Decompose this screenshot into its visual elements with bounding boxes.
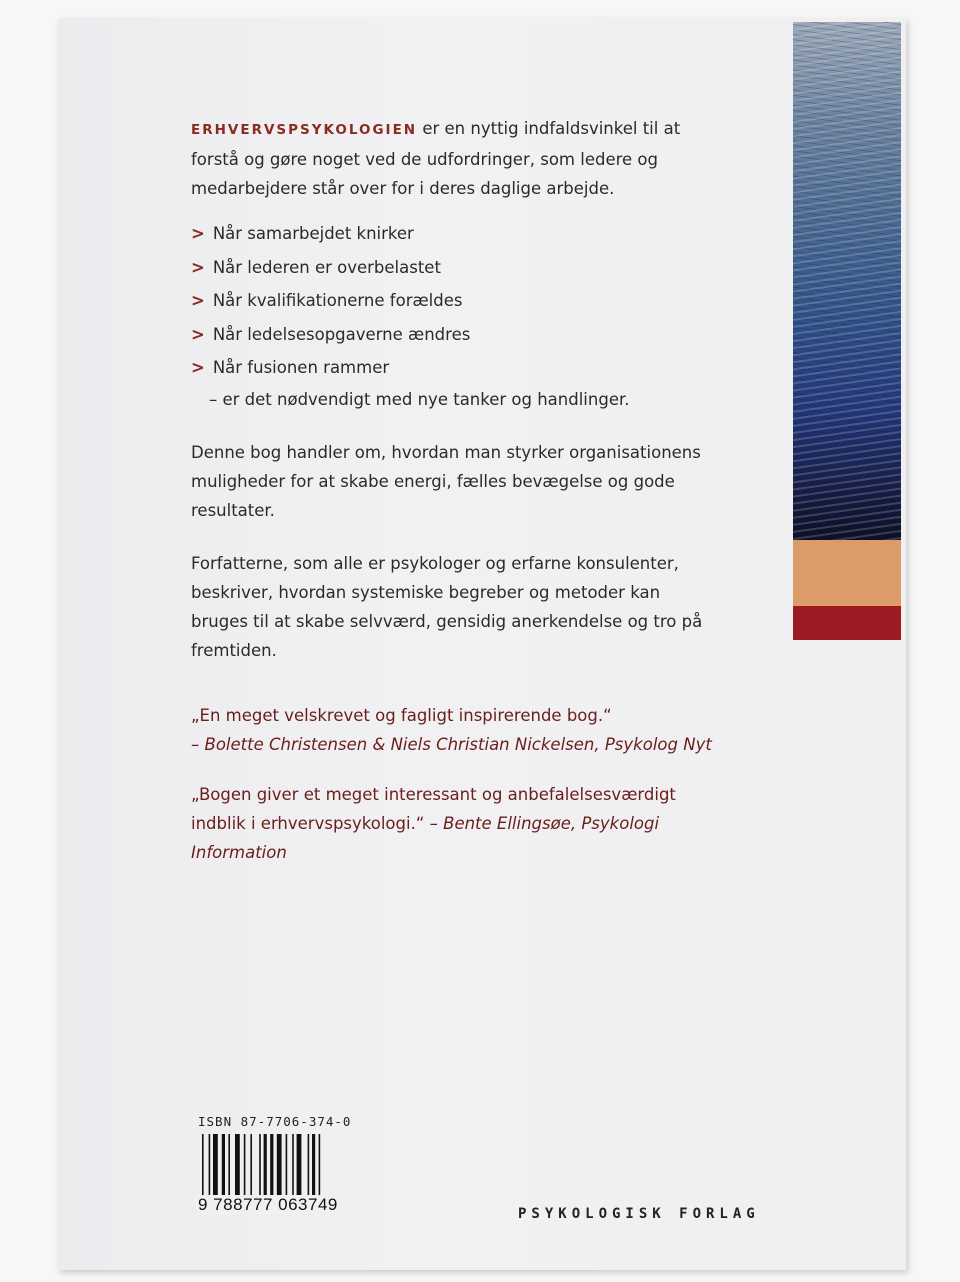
barcode-bar bbox=[270, 1134, 273, 1202]
water-photo bbox=[793, 22, 901, 540]
list-item bbox=[191, 251, 711, 285]
barcode-bar bbox=[250, 1134, 252, 1202]
barcode-bar bbox=[235, 1134, 240, 1202]
barcode-bar bbox=[222, 1134, 225, 1202]
quote-1 bbox=[191, 701, 731, 759]
intro-paragraph bbox=[191, 114, 711, 203]
chevron-right-icon: > bbox=[191, 324, 205, 344]
barcode-bar bbox=[277, 1134, 282, 1202]
list-item bbox=[191, 351, 711, 385]
quote-source: – Bente Ellingsøe, Psykologi Information bbox=[191, 814, 660, 862]
barcode-bar bbox=[308, 1134, 310, 1202]
bullet-text: Når ledelsesopgaverne ændres bbox=[212, 324, 471, 344]
list-item bbox=[191, 217, 711, 251]
barcode-bar bbox=[228, 1134, 230, 1202]
list-item bbox=[191, 318, 711, 352]
bullet-text: Når samarbejdet knirker bbox=[212, 224, 414, 243]
paragraph-2: Denne bog handler om, hvordan man styrker organisationens muligheder for at skabe energi, fælles bevægelse og gode resultater. bbox=[191, 442, 701, 520]
publisher-logo: PSYKOLOGISK FORLAG bbox=[518, 1206, 760, 1222]
intro-text: er en nyttig indfaldsvinkel til at forstå og gøre noget ved de udfordringer, som ledere og medarbejdere står over for i deres daglige arbejde. bbox=[191, 119, 681, 198]
bullet-text: Når fusionen rammer bbox=[212, 358, 390, 377]
barcode-bar bbox=[286, 1134, 288, 1202]
orange-band bbox=[793, 540, 901, 606]
barcode-number: 9 788777 063749 bbox=[198, 1195, 338, 1214]
quote-source: – Bolette Christensen & Niels Christian Nickelsen, Psykolog Nyt bbox=[191, 735, 712, 754]
isbn: ISBN 87-7706-374-0 bbox=[198, 1114, 352, 1129]
paragraph-3: Forfatterne, som alle er psykologer og erfarne konsulenter, beskriver, hvordan systemiske begreber og metoder kan bruges til at skabe selvværd, gensidig anerkendelse og tro på fremtiden. bbox=[191, 553, 703, 660]
blurb bbox=[191, 114, 711, 665]
barcode-bar bbox=[259, 1134, 261, 1202]
bullets-tail: – er det nødvendigt med nye tanker og handlinger. bbox=[209, 389, 630, 409]
list-item bbox=[191, 284, 711, 318]
chevron-right-icon: > bbox=[191, 257, 205, 277]
quote-text: „En meget velskrevet og fagligt inspirerende bog.“ bbox=[191, 706, 612, 725]
bullet-text: Når lederen er overbelastet bbox=[212, 257, 441, 277]
chevron-right-icon: > bbox=[191, 358, 205, 377]
barcode-bar bbox=[244, 1134, 246, 1202]
red-band bbox=[793, 606, 901, 640]
barcode-bar bbox=[292, 1134, 294, 1202]
cover-image-strip bbox=[793, 22, 901, 640]
intro-lead: ERHVERVSPSYKOLOGIEN bbox=[191, 122, 418, 138]
chevron-right-icon: > bbox=[191, 224, 205, 243]
book-back-cover bbox=[58, 18, 906, 1270]
bullet-text: Når kvalifikationerne forældes bbox=[212, 291, 463, 310]
review-quotes bbox=[191, 701, 731, 867]
chevron-right-icon: > bbox=[191, 291, 205, 310]
quote-text: „Bogen giver et meget interessant og anbefalelsesværdigt indblik i erhvervspsykologi.“ bbox=[191, 785, 676, 833]
barcode-bar bbox=[297, 1134, 302, 1202]
barcode-bar bbox=[213, 1134, 218, 1202]
quote-2 bbox=[191, 780, 731, 867]
bullet-list bbox=[191, 217, 711, 385]
